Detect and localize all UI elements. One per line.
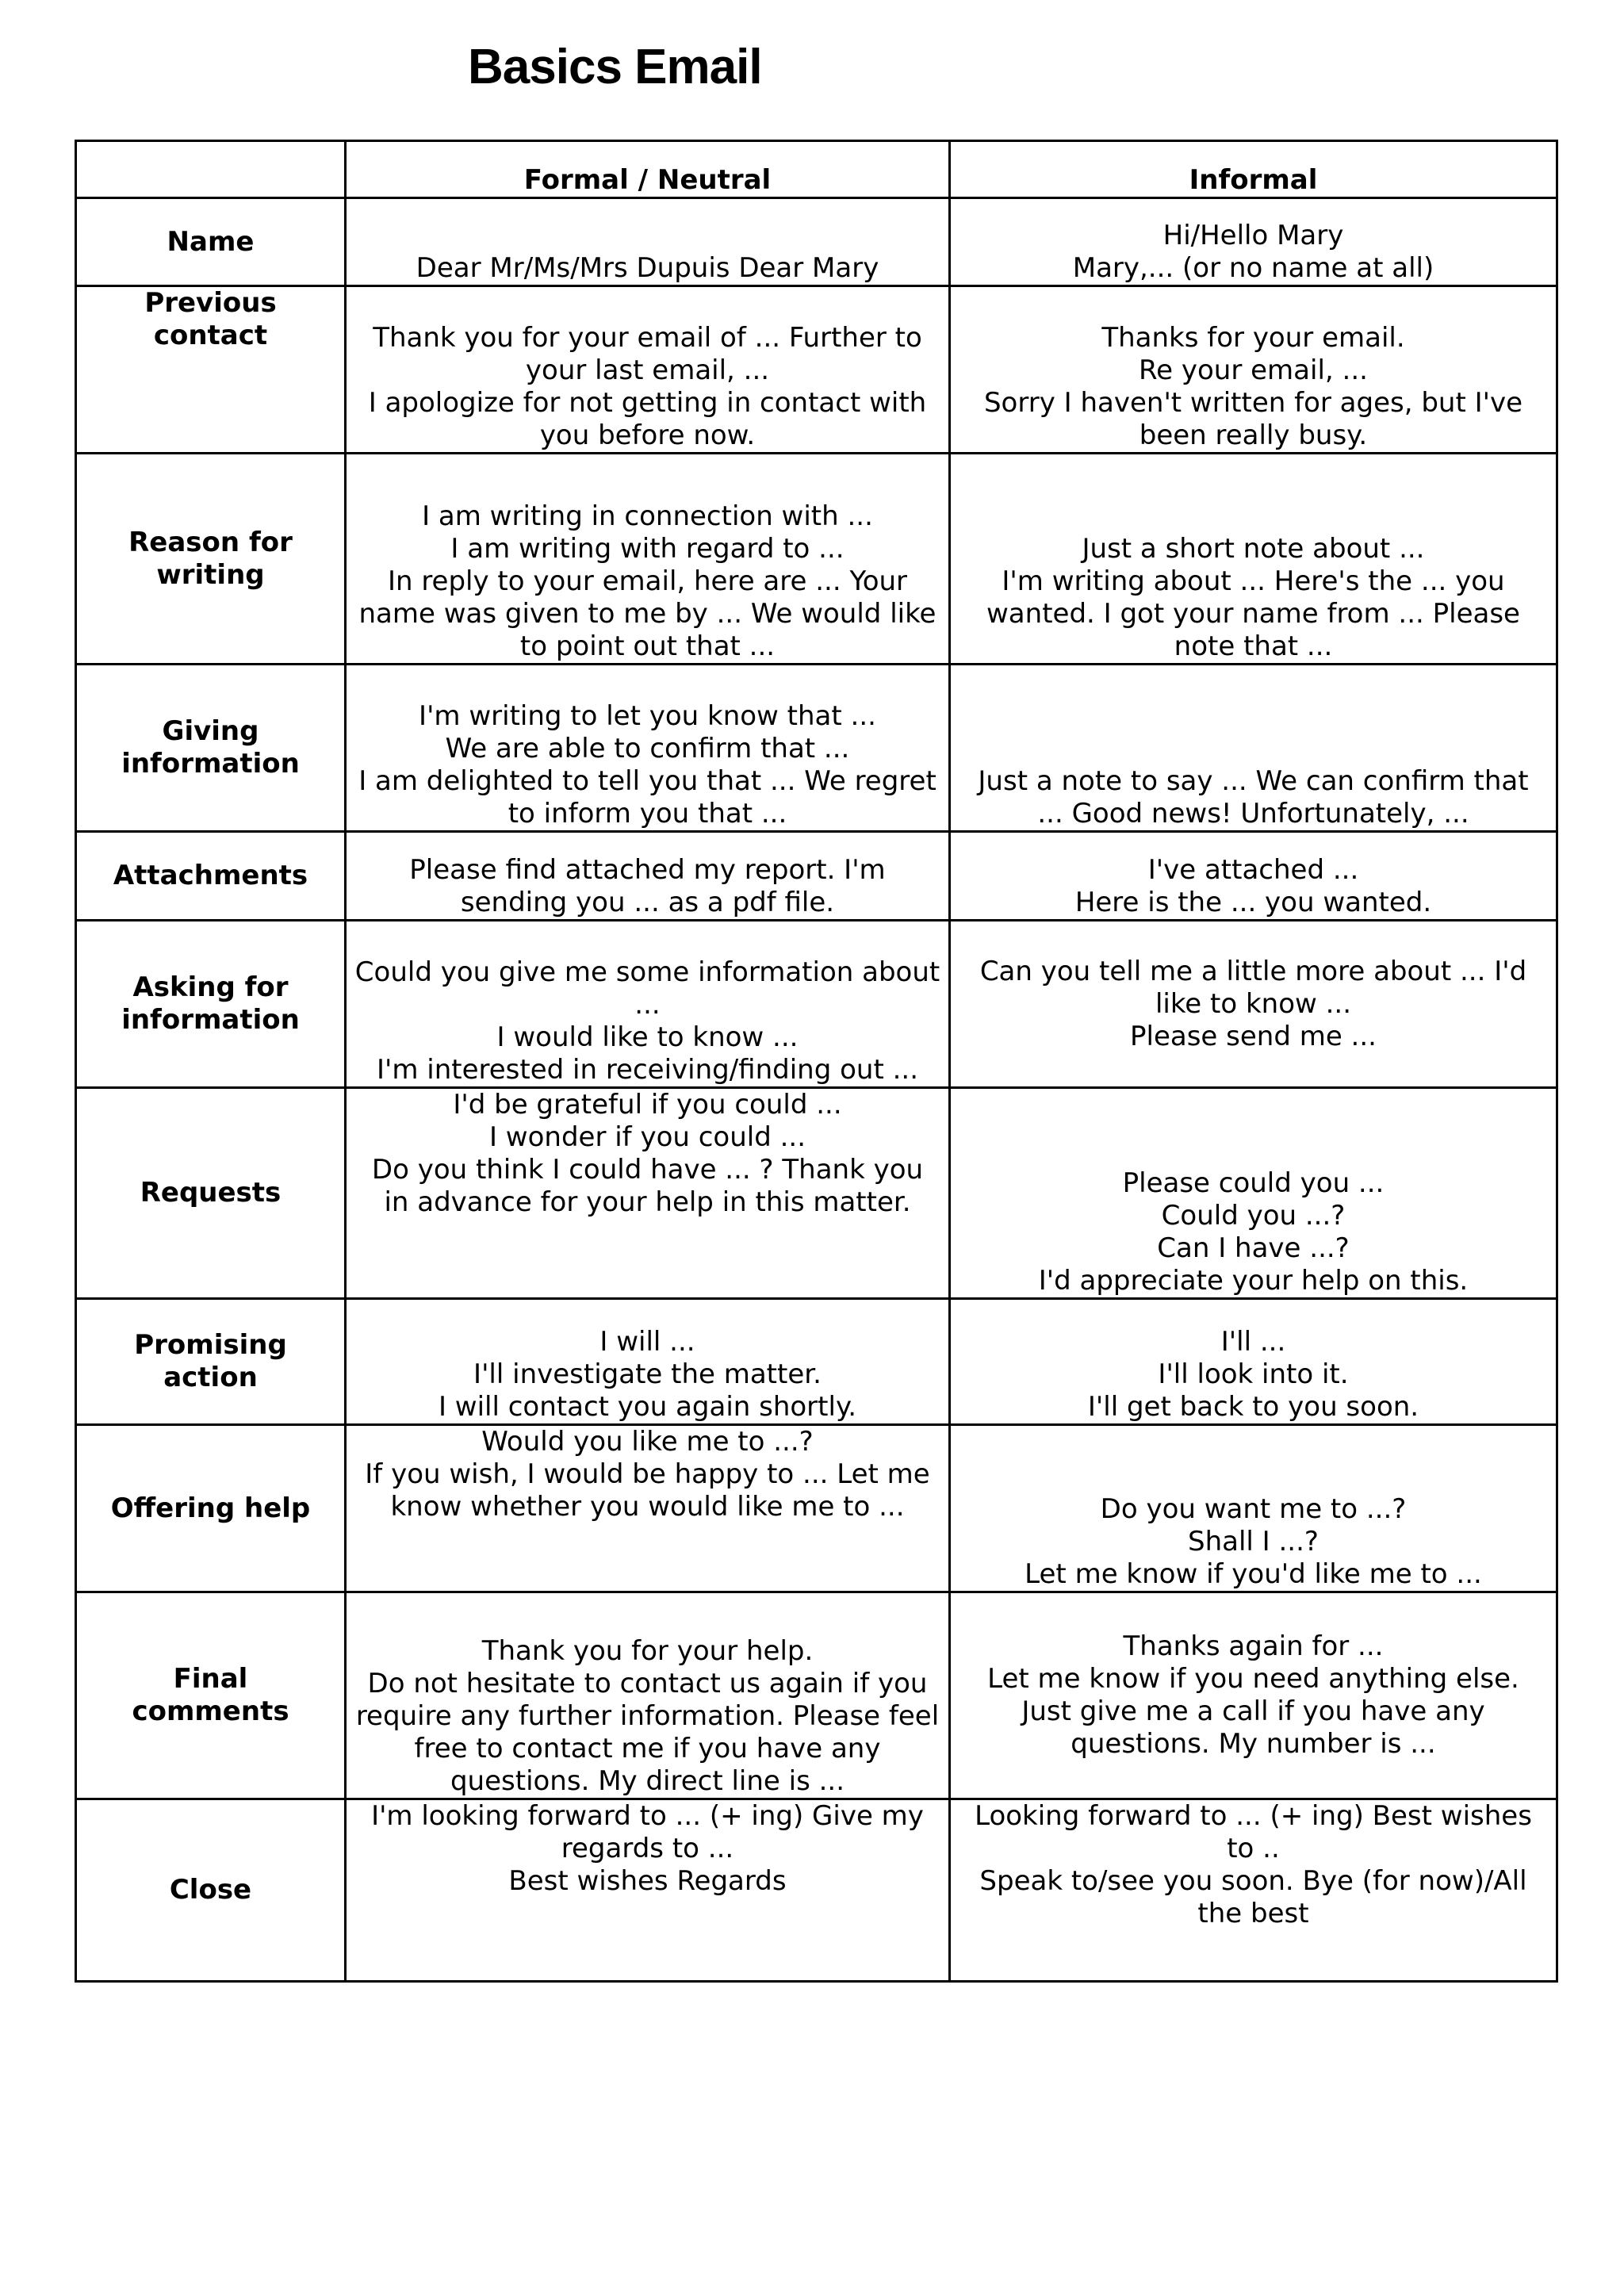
row-label-close: Close — [76, 1799, 346, 1982]
formal-cell-previous-contact: Thank you for your email of ... Further to your last email, ... I apologize for not getting in contact with you before now. — [346, 286, 950, 454]
table-row — [76, 665, 1557, 832]
formal-cell-offering-help: Would you like me to ...? If you wish, I would be happy to ... Let me know whether you would like me to ... — [346, 1425, 950, 1592]
formal-cell-requests: I'd be grateful if you could ... I wonder if you could ... Do you think I could have ... ? Thank you in advance for your help in this matter. — [346, 1088, 950, 1299]
email-phrases-table — [75, 140, 1558, 1983]
row-label-previous-contact: Previous contact — [76, 286, 346, 454]
table-row — [76, 832, 1557, 921]
table-row — [76, 1592, 1557, 1799]
row-label-reason-for-writing: Reason for writing — [76, 454, 346, 665]
table-row — [76, 198, 1557, 286]
informal-cell-promising-action: I'll ... I'll look into it. I'll get back to you soon. — [950, 1299, 1557, 1425]
informal-cell-previous-contact: Thanks for your email. Re your email, ... Sorry I haven't written for ages, but I've been really busy. — [950, 286, 1557, 454]
header-formal: Formal / Neutral — [346, 141, 950, 198]
row-label-requests: Requests — [76, 1088, 346, 1299]
table-row — [76, 1299, 1557, 1425]
row-label-final-comments: Final comments — [76, 1592, 346, 1799]
row-label-promising-action: Promising action — [76, 1299, 346, 1425]
informal-cell-asking-for-information: Can you tell me a little more about ... I'd like to know ... Please send me ... — [950, 921, 1557, 1088]
table-row — [76, 454, 1557, 665]
formal-cell-final-comments: Thank you for your help. Do not hesitate to contact us again if you require any further information. Please feel free to contact me if you have any questions. My direct line is ... — [346, 1592, 950, 1799]
row-label-offering-help: Offering help — [76, 1425, 346, 1592]
table-row — [76, 286, 1557, 454]
formal-cell-reason-for-writing: I am writing in connection with ... I am writing with regard to ... In reply to your email, here are ... Your name was given to me by ... We would like to point out that ... — [346, 454, 950, 665]
formal-cell-close: I'm looking forward to ... (+ ing) Give my regards to ... Best wishes Regards — [346, 1799, 950, 1982]
table-row — [76, 1088, 1557, 1299]
row-label-asking-for-information: Asking for information — [76, 921, 346, 1088]
formal-cell-attachments: Please find attached my report. I'm sending you ... as a pdf file. — [346, 832, 950, 921]
table-row — [76, 1799, 1557, 1982]
formal-cell-giving-information: I'm writing to let you know that ... We are able to confirm that ... I am delighted to tell you that ... We regret to inform you that ... — [346, 665, 950, 832]
row-label-name: Name — [76, 198, 346, 286]
formal-cell-promising-action: I will ... I'll investigate the matter. I will contact you again shortly. — [346, 1299, 950, 1425]
informal-cell-close: Looking forward to ... (+ ing) Best wishes to .. Speak to/see you soon. Bye (for now)/All the best — [950, 1799, 1557, 1982]
formal-cell-name: Dear Mr/Ms/Mrs Dupuis Dear Mary — [346, 198, 950, 286]
informal-cell-offering-help: Do you want me to ...? Shall I ...? Let me know if you'd like me to ... — [950, 1425, 1557, 1592]
row-label-attachments: Attachments — [76, 832, 346, 921]
informal-cell-final-comments: Thanks again for ... Let me know if you need anything else. Just give me a call if you have any questions. My number is ... — [950, 1592, 1557, 1799]
informal-cell-attachments: I've attached ... Here is the ... you wanted. — [950, 832, 1557, 921]
header-informal: Informal — [950, 141, 1557, 198]
header-corner-cell — [76, 141, 346, 198]
table-row — [76, 1425, 1557, 1592]
table-row — [76, 921, 1557, 1088]
formal-cell-asking-for-information: Could you give me some information about ... I would like to know ... I'm interested in receiving/finding out ... — [346, 921, 950, 1088]
page-title: Basics Email — [468, 40, 762, 94]
informal-cell-reason-for-writing: Just a short note about ... I'm writing about ... Here's the ... you wanted. I got your name from ... Please note that ... — [950, 454, 1557, 665]
informal-cell-name: Hi/Hello Mary Mary,... (or no name at all) — [950, 198, 1557, 286]
table-header-row — [76, 141, 1557, 198]
informal-cell-giving-information: Just a note to say ... We can confirm that ... Good news! Unfortunately, ... — [950, 665, 1557, 832]
row-label-giving-information: Giving information — [76, 665, 346, 832]
informal-cell-requests: Please could you ... Could you ...? Can I have ...? I'd appreciate your help on this. — [950, 1088, 1557, 1299]
